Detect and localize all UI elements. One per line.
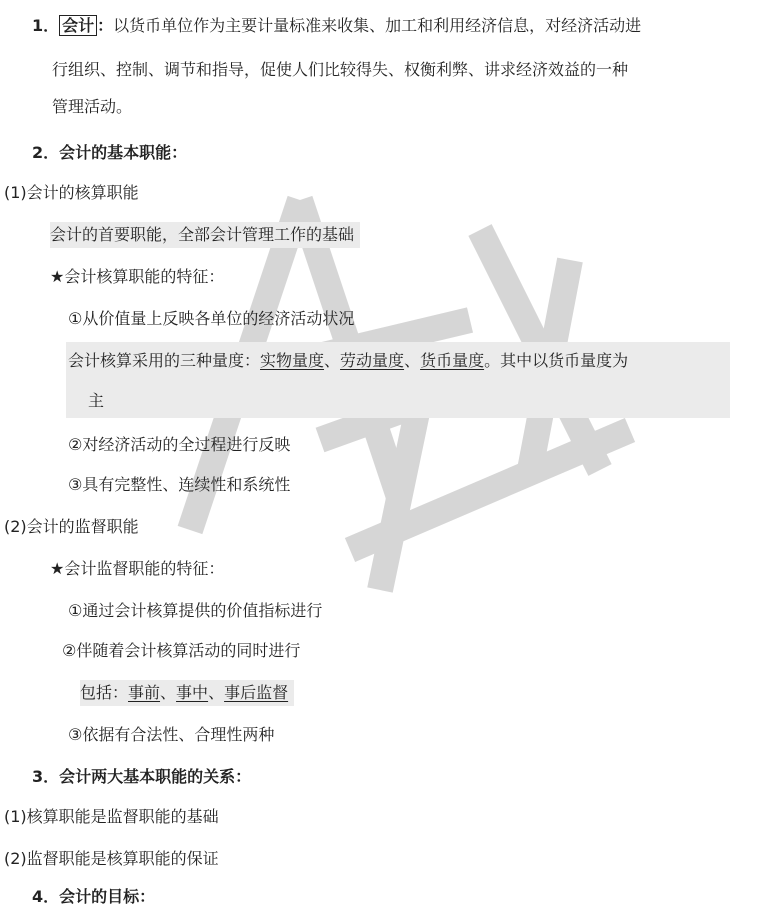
term-colon: ： xyxy=(97,16,114,35)
measure-separator: 、 xyxy=(324,351,341,370)
measure-labor: 劳动量度 xyxy=(340,351,405,370)
accounting-feature-3: ③具有完整性、连续性和系统性 xyxy=(68,475,291,494)
measure-separator: 、 xyxy=(404,351,421,370)
phase-before: 事前 xyxy=(128,683,161,702)
definition-line-2: 行组织、控制、调节和指导，促使人们比较得失、权衡利弊、讲求经济效益的一种 xyxy=(52,60,629,79)
supervision-feature-3: ③依据有合法性、合理性两种 xyxy=(68,725,275,744)
definition-text-a: 以货币单位作为主要计量标准来收集、加工和利用经济信息，对经济活动进 xyxy=(113,16,642,35)
measures-suffix: 。其中以货币量度为 xyxy=(484,351,629,370)
section-1-number: 1． xyxy=(32,16,60,35)
measure-monetary: 货币量度 xyxy=(420,351,485,370)
section-4-heading: 4．会计的目标： xyxy=(32,887,156,906)
phase-after: 事后监督 xyxy=(224,683,289,702)
term-accounting: 会计 xyxy=(59,15,97,36)
relationship-2: (2)监督职能是核算职能的保证 xyxy=(4,849,219,868)
accounting-feature-2: ②对经济活动的全过程进行反映 xyxy=(68,435,291,454)
phase-separator: 、 xyxy=(208,683,225,702)
measures-note-line-1 xyxy=(68,348,628,374)
definition-line-1 xyxy=(32,13,641,39)
section-3-heading: 3．会计两大基本职能的关系： xyxy=(32,767,252,786)
phase-separator: 、 xyxy=(160,683,177,702)
subheading-accounting-function: (1)会计的核算职能 xyxy=(4,183,139,202)
measures-note-line-2: 主 xyxy=(88,391,105,410)
accounting-features-star: ★会计核算职能的特征： xyxy=(50,267,225,286)
supervision-features-star: ★会计监督职能的特征： xyxy=(50,559,225,578)
relationship-1: (1)核算职能是监督职能的基础 xyxy=(4,807,219,826)
subheading-supervision-function: (2)会计的监督职能 xyxy=(4,517,139,536)
definition-line-3: 管理活动。 xyxy=(52,97,133,116)
phases-prefix: 包括： xyxy=(80,683,129,702)
primary-function-note: 会计的首要职能，全部会计管理工作的基础 xyxy=(50,222,360,248)
phase-during: 事中 xyxy=(176,683,209,702)
supervision-feature-2: ②伴随着会计核算活动的同时进行 xyxy=(62,641,301,660)
measure-physical: 实物量度 xyxy=(260,351,325,370)
supervision-feature-1: ①通过会计核算提供的价值指标进行 xyxy=(68,601,323,620)
section-2-heading: 2．会计的基本职能： xyxy=(32,143,188,162)
accounting-feature-1: ①从价值量上反映各单位的经济活动状况 xyxy=(68,309,355,328)
measures-prefix: 会计核算采用的三种量度： xyxy=(68,351,261,370)
supervision-phases-note xyxy=(80,680,294,706)
